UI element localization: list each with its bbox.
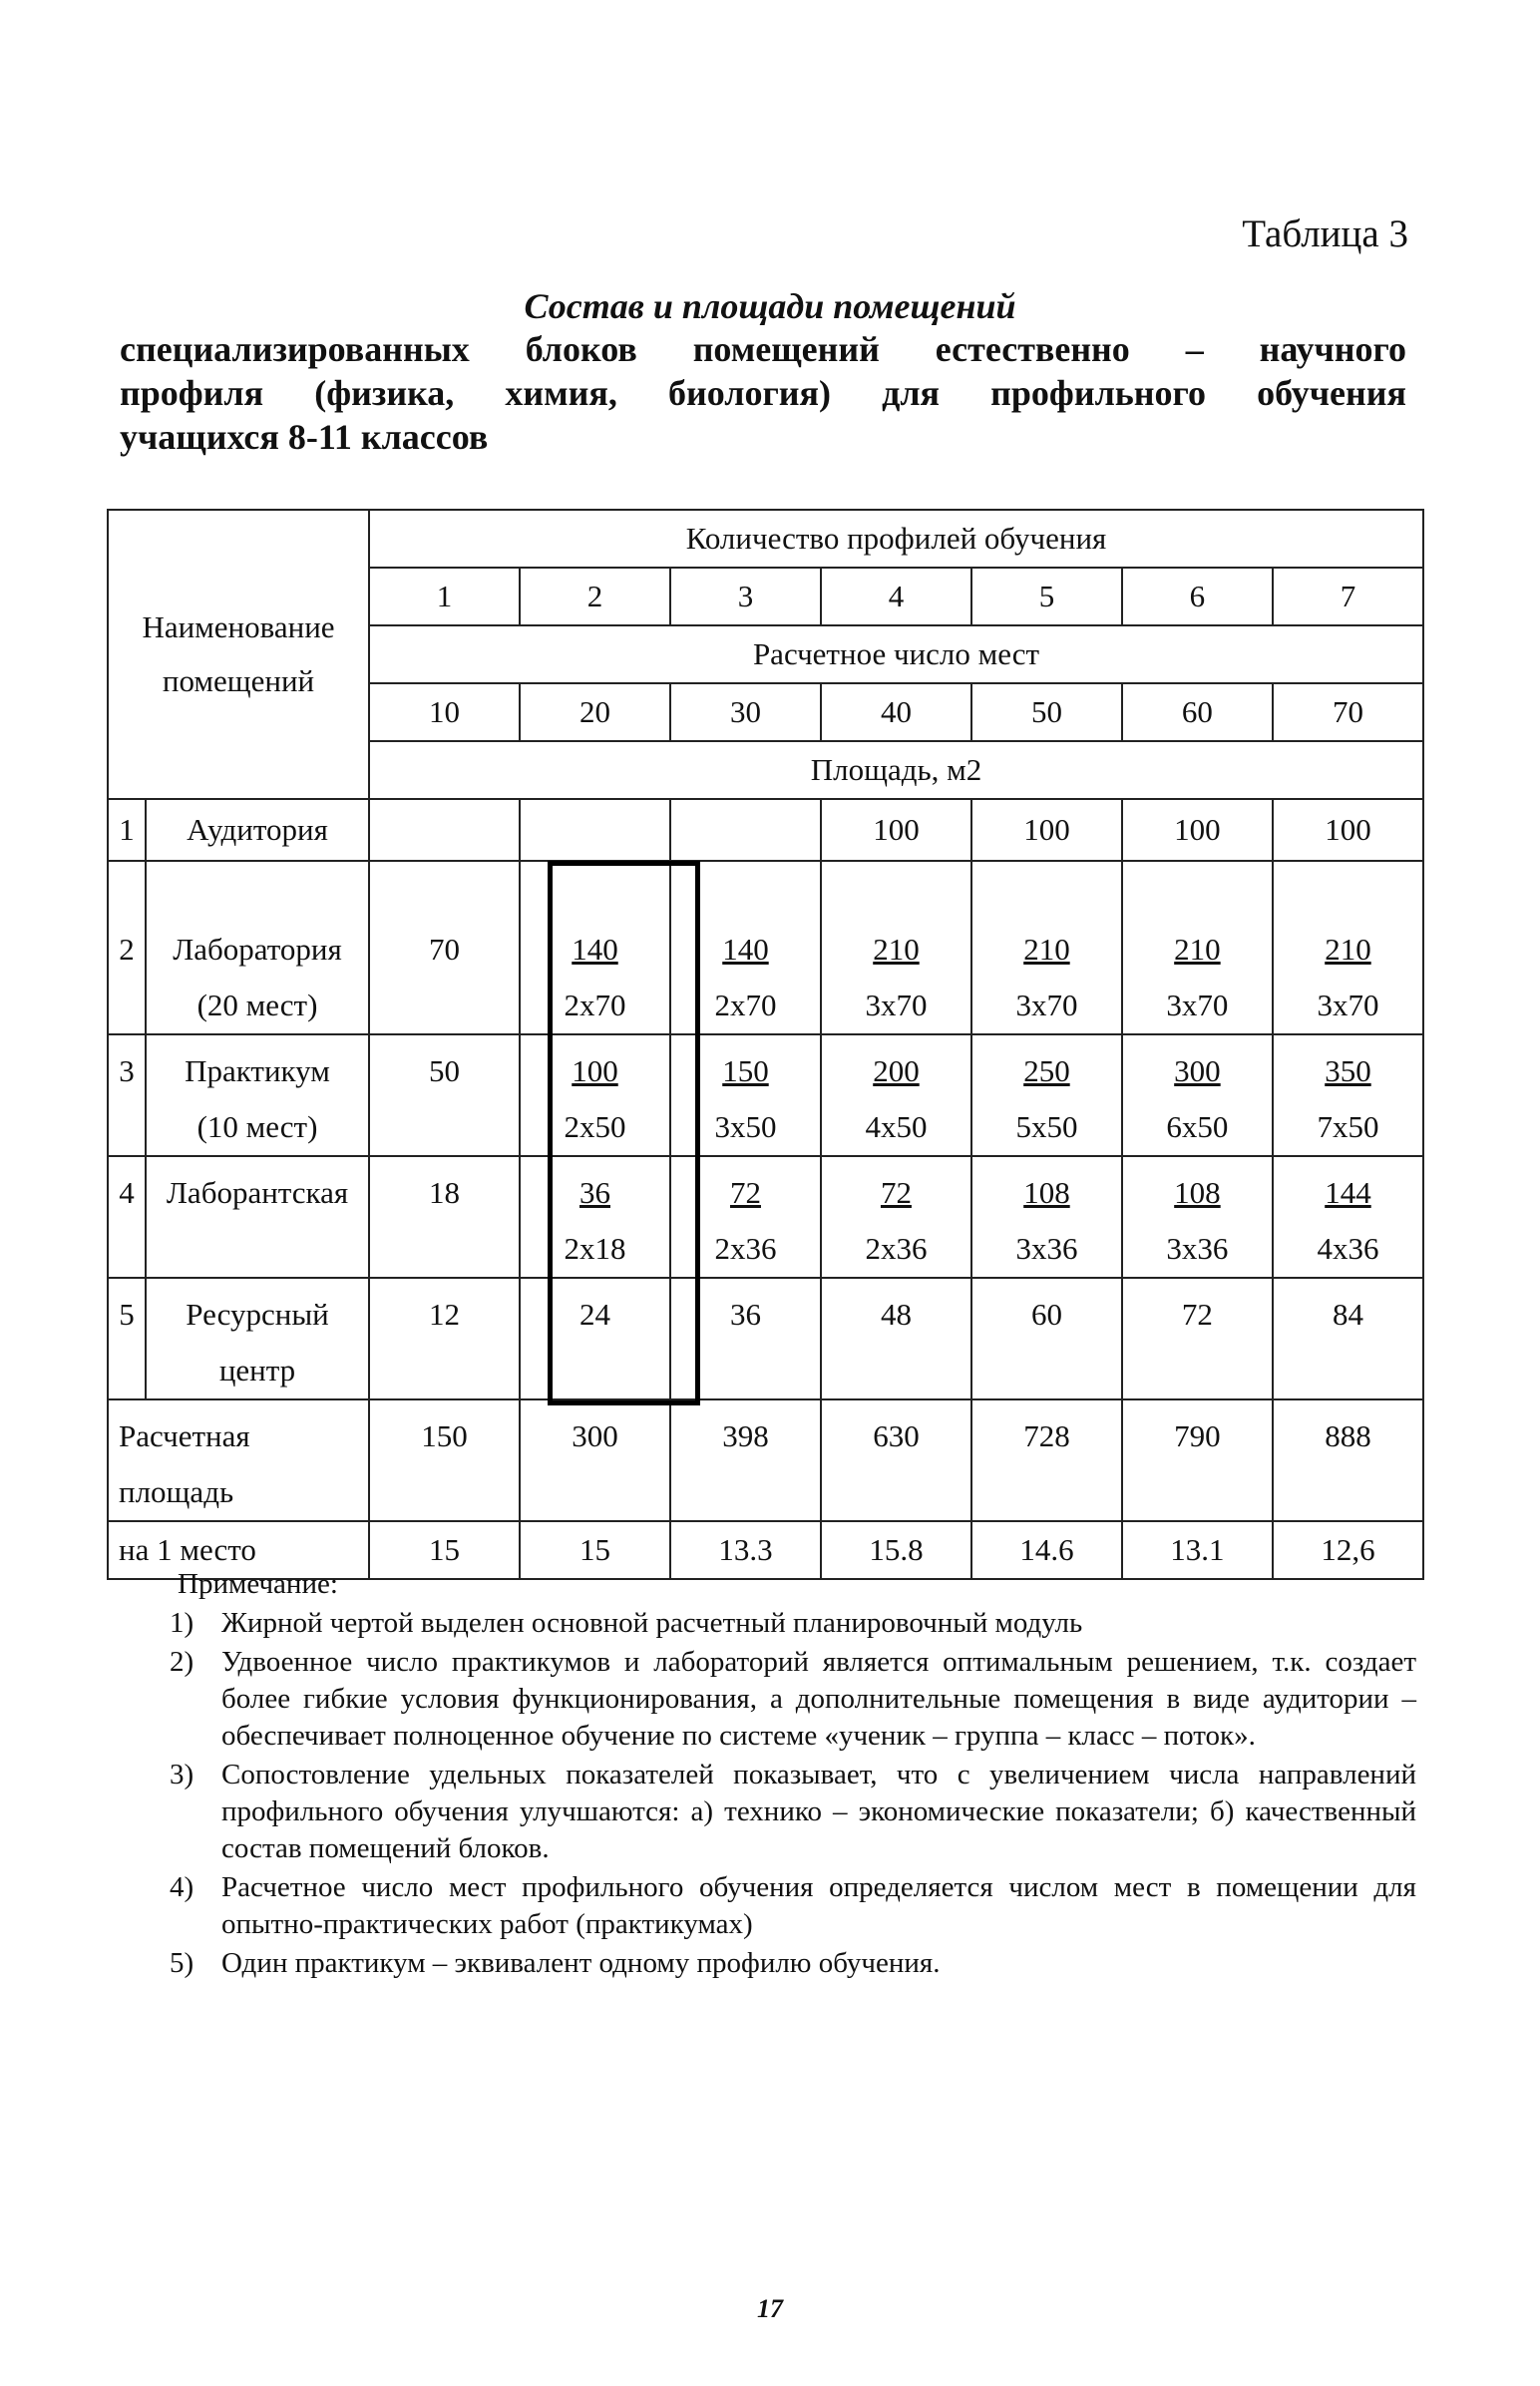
area-cell <box>1273 1034 1423 1156</box>
seats-cell: 40 <box>821 683 971 741</box>
notes-title: Примечание: <box>178 1568 338 1600</box>
total-cell: 398 <box>670 1399 821 1521</box>
row-number: 1 <box>108 799 146 861</box>
per-seat-cell: 15.8 <box>821 1521 971 1579</box>
area-value: 200 <box>873 1053 920 1088</box>
table-subtitle <box>120 327 1406 459</box>
row-number: 5 <box>108 1278 146 1399</box>
per-seat-cell: 15 <box>369 1521 520 1579</box>
seats-cell: 70 <box>1273 683 1423 741</box>
area-formula: 3x70 <box>1317 988 1379 1022</box>
area-cell <box>1122 1156 1273 1278</box>
note-item <box>160 1757 1416 1867</box>
area-cell <box>1273 861 1423 1034</box>
row-number: 4 <box>108 1156 146 1278</box>
profiles-header: Количество профилей обучения <box>369 510 1423 568</box>
table-row <box>108 1278 1423 1399</box>
area-value: 144 <box>1325 1175 1371 1210</box>
area-formula: 2x70 <box>564 988 626 1022</box>
area-cell <box>670 799 821 861</box>
note-item <box>160 1644 1416 1755</box>
area-value: 350 <box>1325 1053 1371 1088</box>
area-cell <box>1122 1034 1273 1156</box>
profile-cell: 6 <box>1122 568 1273 625</box>
area-cell <box>369 1156 520 1278</box>
profile-cell: 3 <box>670 568 821 625</box>
area-cell: 24 <box>520 1278 670 1399</box>
area-header: Площадь, м2 <box>369 741 1423 799</box>
room-name <box>146 1278 369 1399</box>
area-value: 210 <box>1174 932 1221 967</box>
area-formula: 2x36 <box>865 1231 928 1266</box>
area-formula: 2x70 <box>714 988 777 1022</box>
area-value: 140 <box>722 932 769 967</box>
profile-cell: 5 <box>971 568 1122 625</box>
room-name: Аудитория <box>146 799 369 861</box>
note-item <box>160 1869 1416 1943</box>
table-label: Таблица 3 <box>1242 212 1408 255</box>
per-seat-cell: 14.6 <box>971 1521 1122 1579</box>
seats-cell: 20 <box>520 683 670 741</box>
area-cell <box>369 861 520 1034</box>
seats-header: Расчетное число мест <box>369 625 1423 683</box>
area-cell <box>971 1034 1122 1156</box>
room-name-line-1: Лаборантская <box>166 1175 349 1210</box>
area-formula: 7x50 <box>1317 1109 1379 1144</box>
area-cell <box>1122 861 1273 1034</box>
note-number: 4) <box>170 1871 194 1903</box>
table-row <box>108 1156 1423 1278</box>
area-formula: 2x50 <box>564 1109 626 1144</box>
profile-cell: 7 <box>1273 568 1423 625</box>
room-name-line-2: центр <box>218 1353 296 1388</box>
note-text: Жирной чертой выделен основной расчетный планировочный модуль <box>221 1607 1083 1639</box>
area-cell: 60 <box>971 1278 1122 1399</box>
area-cell: 100 <box>821 799 971 861</box>
area-cell <box>369 1034 520 1156</box>
area-formula: 3x70 <box>1015 988 1078 1022</box>
row-number: 2 <box>108 861 146 1034</box>
area-value: 108 <box>1023 1175 1070 1210</box>
subtitle-line-1: специализированных блоков помещений естественно – научного <box>120 329 1406 369</box>
total-cell: 888 <box>1273 1399 1423 1521</box>
area-value: 210 <box>1023 932 1070 967</box>
subtitle-line-3: учащихся 8-11 классов <box>120 417 489 457</box>
room-name-line-2: (10 мест) <box>196 1109 318 1144</box>
table-row <box>108 861 1423 1034</box>
note-text: Расчетное число мест профильного обучения определяется числом мест в помещении для опытно-практических работ (практикумах) <box>221 1871 1416 1940</box>
total-cell: 300 <box>520 1399 670 1521</box>
area-cell <box>821 861 971 1034</box>
area-cell: 100 <box>971 799 1122 861</box>
area-formula: 3x70 <box>1166 988 1229 1022</box>
area-value: 150 <box>722 1053 769 1088</box>
room-name-line-1: Ресурсный <box>186 1297 329 1332</box>
area-value: 70 <box>429 932 460 967</box>
area-cell: 12 <box>369 1278 520 1399</box>
note-number: 3) <box>170 1759 194 1790</box>
area-cell: 84 <box>1273 1278 1423 1399</box>
area-cell <box>670 1156 821 1278</box>
total-cell: 630 <box>821 1399 971 1521</box>
per-seat-cell: 12,6 <box>1273 1521 1423 1579</box>
area-value: 140 <box>572 932 618 967</box>
area-cell <box>670 1034 821 1156</box>
note-item <box>160 1605 1416 1642</box>
rooms-area-table <box>107 509 1424 1580</box>
note-number: 2) <box>170 1646 194 1678</box>
room-name <box>146 1156 369 1278</box>
seats-cell: 50 <box>971 683 1122 741</box>
area-cell <box>520 799 670 861</box>
area-cell <box>971 861 1122 1034</box>
area-value: 210 <box>873 932 920 967</box>
area-cell <box>369 799 520 861</box>
room-name <box>146 1034 369 1156</box>
table-title: Состав и площади помещений <box>524 286 1016 326</box>
area-formula: 3x50 <box>714 1109 777 1144</box>
area-value: 72 <box>880 1175 912 1210</box>
name-header-line-2: помещений <box>162 663 315 698</box>
name-header-line-1: Наименование <box>142 609 335 644</box>
per-seat-label: на 1 место <box>108 1521 369 1579</box>
area-formula: 3x70 <box>865 988 928 1022</box>
page-number: 17 <box>757 2294 783 2323</box>
total-label-line-1: Расчетная <box>119 1418 250 1453</box>
area-value: 36 <box>578 1175 610 1210</box>
profile-cell: 4 <box>821 568 971 625</box>
area-formula: 4x36 <box>1317 1231 1379 1266</box>
area-cell <box>821 1034 971 1156</box>
profile-cell: 1 <box>369 568 520 625</box>
per-seat-cell: 13.1 <box>1122 1521 1273 1579</box>
area-cell <box>520 861 670 1034</box>
note-number: 1) <box>170 1607 194 1639</box>
name-header-cell <box>108 510 369 799</box>
notes <box>160 1566 1416 1982</box>
room-name <box>146 861 369 1034</box>
table-row <box>108 1034 1423 1156</box>
area-formula: 3x36 <box>1166 1231 1229 1266</box>
subtitle-line-2: профиля (физика, химия, биология) для профильного обучения <box>120 373 1406 413</box>
per-seat-cell: 15 <box>520 1521 670 1579</box>
area-formula: 3x36 <box>1015 1231 1078 1266</box>
area-value: 210 <box>1325 932 1371 967</box>
area-cell <box>1273 1156 1423 1278</box>
area-cell <box>821 1156 971 1278</box>
area-value: 50 <box>429 1053 460 1088</box>
total-label-line-2: площадь <box>119 1474 234 1509</box>
row-number: 3 <box>108 1034 146 1156</box>
area-value: 18 <box>429 1175 460 1210</box>
area-cell <box>520 1156 670 1278</box>
room-name-line-2: (20 мест) <box>196 988 318 1022</box>
room-name-line-1: Практикум <box>185 1053 330 1088</box>
area-cell: 72 <box>1122 1278 1273 1399</box>
area-value: 300 <box>1174 1053 1221 1088</box>
note-number: 5) <box>170 1947 194 1979</box>
area-formula: 2x18 <box>564 1231 626 1266</box>
area-cell: 100 <box>1273 799 1423 861</box>
area-cell <box>971 1156 1122 1278</box>
notes-list <box>160 1605 1416 1982</box>
total-cell: 150 <box>369 1399 520 1521</box>
area-cell <box>520 1034 670 1156</box>
area-value: 108 <box>1174 1175 1221 1210</box>
total-area-label <box>108 1399 369 1521</box>
note-text: Удвоенное число практикумов и лабораторий является оптимальным решением, т.к. создает более гибкие условия функционирования, а дополнительные помещения в виде аудитории – обеспечивает полноценное обучение по системе «ученик – группа – класс – поток». <box>221 1646 1416 1752</box>
seats-cell: 60 <box>1122 683 1273 741</box>
note-text: Сопостовление удельных показателей показывает, что с увеличением числа направлений профильного обучения улучшаются: а) технико – экономические показатели; б) качественный состав помещений блоков. <box>221 1759 1416 1864</box>
note-text: Один практикум – эквивалент одному профилю обучения. <box>221 1947 941 1979</box>
seats-cell: 30 <box>670 683 821 741</box>
area-cell: 36 <box>670 1278 821 1399</box>
total-cell: 728 <box>971 1399 1122 1521</box>
room-name-line-1: Лаборатория <box>173 932 342 967</box>
total-area-row <box>108 1399 1423 1521</box>
seats-cell: 10 <box>369 683 520 741</box>
total-cell: 790 <box>1122 1399 1273 1521</box>
area-value: 250 <box>1023 1053 1070 1088</box>
area-formula: 6x50 <box>1166 1109 1229 1144</box>
area-formula: 4x50 <box>865 1109 928 1144</box>
table-row <box>108 799 1423 861</box>
note-item <box>160 1945 1416 1982</box>
area-value: 100 <box>572 1053 618 1088</box>
area-cell: 100 <box>1122 799 1273 861</box>
profile-cell: 2 <box>520 568 670 625</box>
area-formula: 5x50 <box>1015 1109 1078 1144</box>
per-seat-cell: 13.3 <box>670 1521 821 1579</box>
area-cell <box>670 861 821 1034</box>
area-value: 72 <box>729 1175 761 1210</box>
area-cell: 48 <box>821 1278 971 1399</box>
area-formula: 2x36 <box>714 1231 777 1266</box>
